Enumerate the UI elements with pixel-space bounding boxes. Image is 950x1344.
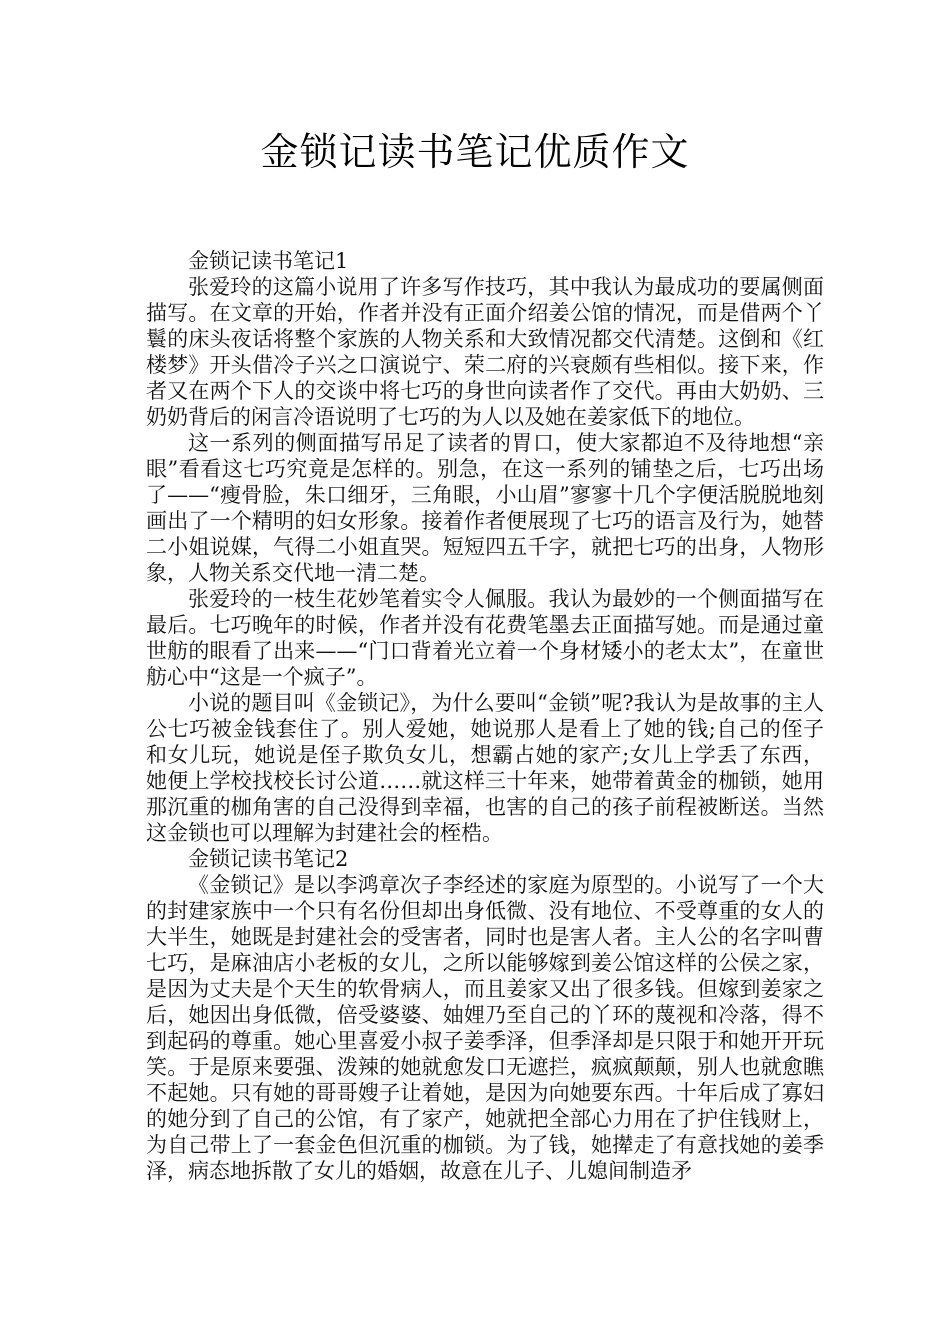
paragraph: 张爱玲的这篇小说用了许多写作技巧，其中我认为最成功的要属侧面描写。在文章的开始，作者并没有正面介绍姜公馆的情况，而是借两个丫鬟的床头夜话将整个家族的人物关系和大致情况都交代清楚。这倒和《红楼梦》开头借冷子兴之口演说宁、荣二府的兴衰颇有些相似。接下来，作者又在两个下人的交谈中将七巧的身世向读者作了交代。再由大奶奶、三奶奶背后的闲言冷语说明了七巧的为人以及她在姜家低下的地位。 [146,275,824,429]
section-2 [146,846,824,1184]
section-1 [146,248,824,846]
paragraph: 这一系列的侧面描写吊足了读者的胃口，使大家都迫不及待地想“亲眼”看看这七巧究竟是怎样的。别急，在这一系列的铺垫之后，七巧出场了——“瘦骨脸，朱口细牙，三角眼，小山眉”寥寥十几个字便活脱脱地刻画出了一个精明的妇女形象。接着作者便展现了七巧的语言及行为，她替二小姐说媒，气得二小姐直哭。短短四五千字，就把七巧的出身，人物形象，人物关系交代地一清二楚。 [146,431,824,585]
section-heading: 金锁记读书笔记2 [188,847,349,871]
paragraph: 小说的题目叫《金锁记》，为什么要叫“金锁”呢?我认为是故事的主人公七巧被金钱套住了。别人爱她，她说那人是看上了她的钱;自己的侄子和女儿玩，她说是侄子欺负女儿，想霸占她的家产;女儿上学丢了东西，她便上学校找校长讨公道……就这样三十年来，她带着黄金的枷锁，她用那沉重的枷角害的自己没得到幸福，也害的自己的孩子前程被断送。当然这金锁也可以理解为封建社会的桎梏。 [146,691,824,845]
section-heading: 金锁记读书笔记1 [188,249,349,273]
document-title: 金锁记读书笔记优质作文 [260,130,690,174]
document-body [146,248,824,1184]
paragraph: 《金锁记》是以李鸿章次子李经述的家庭为原型的。小说写了一个大的封建家族中一个只有名份但却出身低微、没有地位、不受尊重的女人的大半生，她既是封建社会的受害者，同时也是害人者。主人公的名字叫曹七巧，是麻油店小老板的女儿，之所以能够嫁到姜公馆这样的公侯之家，是因为丈夫是个天生的软骨病人，而且姜家又出了很多钱。但嫁到姜家之后，她因出身低微，倍受婆婆、妯娌乃至自己的丫环的蔑视和冷落，得不到起码的尊重。她心里喜爱小叔子姜季泽，但季泽却是只限于和她开开玩笑。于是原来要强、泼辣的她就愈发口无遮拦，疯疯颠颠，别人也就愈瞧不起她。只有她的哥哥嫂子让着她，是因为向她要东西。十年后成了寡妇的她分到了自己的公馆，有了家产，她就把全部心力用在了护住钱财上，为自己带上了一套金色但沉重的枷锁。为了钱，她撵走了有意找她的姜季泽，病态地拆散了女儿的婚姻，故意在儿子、儿媳间制造矛 [146,873,824,1183]
paragraph: 张爱玲的一枝生花妙笔着实令人佩服。我认为最妙的一个侧面描写在最后。七巧晚年的时候，作者并没有花费笔墨去正面描写她。而是通过童世舫的眼看了出来——“门口背着光立着一个身材矮小的老太太”，在童世舫心中“这是一个疯子”。 [146,587,824,689]
